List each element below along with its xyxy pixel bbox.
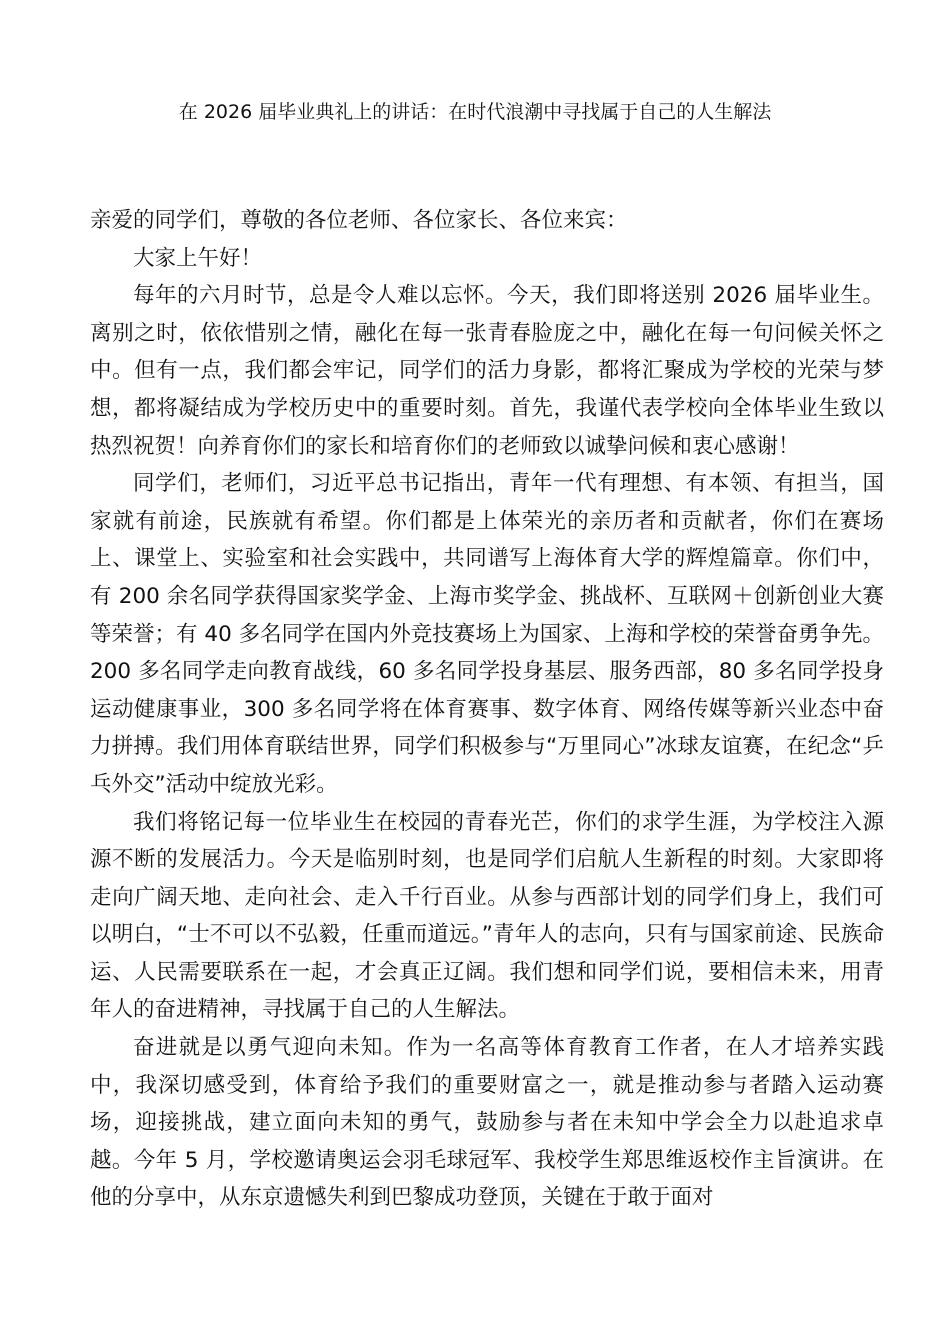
document-title: 在 2026 届毕业典礼上的讲话：在时代浪潮中寻找属于自己的人生解法 — [178, 101, 772, 123]
paragraph-farewell: 每年的六月时节，总是令人难以忘怀。今天，我们即将送别 2026 届毕业生。离别之时，依依惜别之情，融化在每一张青春脸庞之中，融化在每一句问候关怀之中。但有一点，我们都会牢记，同学们的活力身影，都将汇聚成为学校的光荣与梦想，都将凝结成为学校历史中的重要时刻。首先，我谨代表学校向全体毕业生致以热烈祝贺！向养育你们的家长和培育你们的老师致以诚挚问候和衷心感谢！ — [90, 283, 884, 459]
document-body — [90, 202, 884, 1217]
paragraph-greeting: 大家上午好！ — [133, 245, 263, 271]
paragraph-future: 我们将铭记每一位毕业生在校园的青春光芒，你们的求学生涯，为学校注入源源不断的发展活力。今天是临别时刻，也是同学们启航人生新程的时刻。大家即将走向广阔天地、走向社会、走入千行百业。从参与西部计划的同学们身上，我们可以明白，“士不可以不弘毅，任重而道远。”青年人的志向，只有与国家前途、民族命运、人民需要联系在一起，才会真正辽阔。我们想和同学们说，要相信未来，用青年人的奋进精神，寻找属于自己的人生解法。 — [90, 809, 884, 1023]
paragraph-achievements: 同学们，老师们，习近平总书记指出，青年一代有理想、有本领、有担当，国家就有前途，民族就有希望。你们都是上体荣光的亲历者和贡献者，你们在赛场上、课堂上、实验室和社会实践中，共同谱写上海体育大学的辉煌篇章。你们中，有 200 余名同学获得国家奖学金、上海市奖学金、挑战杯、互联网＋创新创业大赛等荣誉；有 40 多名同学在国内外竞技赛场上为国家、上海和学校的荣誉奋勇争先。200 多名同学走向教育战线，60 多名同学投身基层、服务西部，80 多名同学投身运动健康事业，300 多名同学将在体育赛事、数字体育、网络传媒等新兴业态中奋力拼搏。我们用体育联结世界，同学们积极参与“万里同心”冰球友谊赛，在纪念“乒乓外交”活动中绽放光彩。 — [90, 471, 884, 797]
paragraph-courage: 奋进就是以勇气迎向未知。作为一名高等体育教育工作者，在人才培养实践中，我深切感受到，体育给予我们的重要财富之一，就是推动参与者踏入运动赛场，迎接挑战，建立面向未知的勇气，鼓励参与者在未知中学会全力以赴追求卓越。今年 5 月，学校邀请奥运会羽毛球冠军、我校学生郑思维返校作主旨演讲。在他的分享中，从东京遗憾失利到巴黎成功登顶，关键在于敢于面对 — [90, 1035, 884, 1211]
salutation: 亲爱的同学们，尊敬的各位老师、各位家长、各位来宾： — [90, 208, 628, 233]
